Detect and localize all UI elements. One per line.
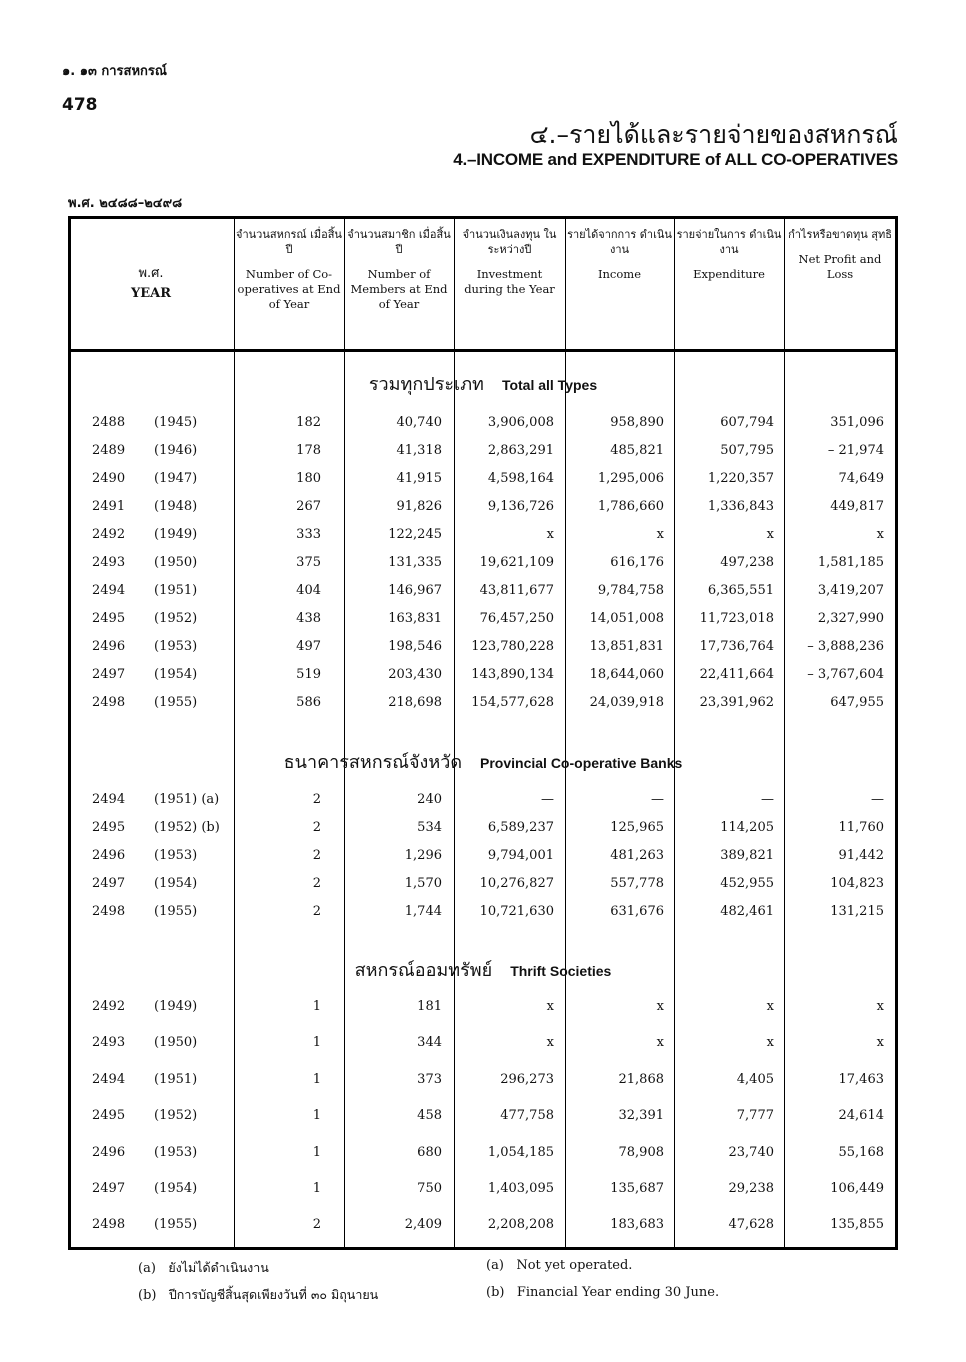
income-header-english: Income	[597, 267, 642, 281]
table-row	[68, 1145, 898, 1169]
year-ce: (1953)	[154, 848, 198, 863]
members-cell: 1,744	[404, 904, 442, 919]
cooperatives-cell: 1	[312, 1145, 321, 1160]
members-cell: 218,698	[388, 695, 442, 710]
income-cell: 18,644,060	[589, 667, 664, 682]
investment-cell: 123,780,228	[471, 639, 554, 654]
cooperatives-cell: 1	[312, 1072, 321, 1087]
year-ce: (1953)	[154, 639, 198, 654]
year-be: 2497	[92, 667, 126, 682]
cooperatives-cell: 586	[296, 695, 321, 710]
year-be: 2492	[92, 999, 126, 1014]
members-header-english: Number of Members at End of Year	[350, 267, 448, 311]
members-cell: 40,740	[396, 415, 442, 430]
cooperatives-cell: 2	[312, 904, 321, 919]
income-cell: 1,786,660	[597, 499, 664, 514]
income-cell: —	[651, 792, 664, 807]
section-title-english: Provincial Co-operative Banks	[480, 755, 683, 771]
members-cell: 1,296	[404, 848, 442, 863]
income-header-thai: รายได้จากการ ดำเนินงาน	[567, 228, 672, 256]
investment-header-english: Investment during the Year	[464, 267, 555, 296]
net-profit-cell: —	[871, 792, 884, 807]
investment-cell: x	[546, 999, 554, 1014]
table-row	[68, 1035, 898, 1059]
cooperatives-cell: 1	[312, 1181, 321, 1196]
table-row	[68, 415, 898, 439]
year-column-header	[68, 264, 234, 304]
expenditure-cell: x	[766, 1035, 774, 1050]
footnote-text: ปีการบัญชีสิ้นสุดเพียงวันที่ ๓๐ มิถุนายน	[168, 1287, 379, 1302]
table-row	[68, 555, 898, 579]
year-be: 2498	[92, 904, 126, 919]
investment-cell: 9,794,001	[487, 848, 554, 863]
cooperatives-cell: 375	[296, 555, 321, 570]
expenditure-cell: 17,736,764	[699, 639, 774, 654]
investment-column-header	[456, 227, 563, 297]
year-be: 2488	[92, 415, 126, 430]
year-be: 2493	[92, 1035, 126, 1050]
table-row	[68, 1072, 898, 1096]
expenditure-cell: 452,955	[720, 876, 774, 891]
year-header-english: YEAR	[130, 286, 172, 301]
year-ce: (1951)	[154, 583, 198, 598]
section-heading-provincial-banks	[68, 747, 898, 776]
net-profit-cell: x	[876, 527, 884, 542]
members-cell: 181	[417, 999, 442, 1014]
table-row	[68, 667, 898, 691]
net-profit-cell: 351,096	[830, 415, 884, 430]
year-be: 2494	[92, 792, 126, 807]
income-cell: 135,687	[610, 1181, 664, 1196]
table-row	[68, 527, 898, 551]
cooperatives-header-english: Number of Co-operatives at End of Year	[237, 267, 341, 311]
members-cell: 203,430	[388, 667, 442, 682]
data-table	[68, 216, 898, 1250]
expenditure-cell: 389,821	[720, 848, 774, 863]
year-be: 2496	[92, 639, 126, 654]
expenditure-cell: 47,628	[728, 1217, 774, 1232]
year-ce: (1946)	[154, 443, 198, 458]
year-ce: (1950)	[154, 555, 198, 570]
section-title-thai: ธนาคารสหกรณ์จังหวัด	[283, 752, 463, 773]
income-cell: x	[656, 527, 664, 542]
income-column-header	[567, 227, 672, 282]
footnote-mark: (a)	[486, 1258, 504, 1273]
table-row	[68, 499, 898, 523]
members-cell: 146,967	[388, 583, 442, 598]
income-cell: 958,890	[610, 415, 664, 430]
members-cell: 41,318	[396, 443, 442, 458]
net-profit-cell: 104,823	[830, 876, 884, 891]
members-header-thai: จำนวนสมาชิก เมื่อสิ้นปี	[347, 228, 451, 256]
expenditure-cell: 1,336,843	[707, 499, 774, 514]
year-be: 2495	[92, 611, 126, 626]
footnote-text: ยังไม่ได้ดำเนินงาน	[168, 1260, 269, 1275]
investment-header-thai: จำนวนเงินลงทุน ในระหว่างปี	[462, 228, 557, 256]
cooperatives-cell: 2	[312, 792, 321, 807]
year-be: 2496	[92, 848, 126, 863]
net-profit-cell: 131,215	[830, 904, 884, 919]
year-ce: (1952)	[154, 1108, 198, 1123]
net-profit-cell: 3,419,207	[817, 583, 884, 598]
investment-cell: 9,136,726	[487, 499, 554, 514]
cooperatives-column-header	[236, 227, 342, 312]
investment-cell: 1,403,095	[487, 1181, 554, 1196]
cooperatives-cell: 267	[296, 499, 321, 514]
cooperatives-cell: 178	[296, 443, 321, 458]
table-row	[68, 904, 898, 928]
net-profit-column-header	[786, 227, 894, 282]
cooperatives-cell: 497	[296, 639, 321, 654]
expenditure-column-header	[676, 227, 782, 282]
table-row	[68, 583, 898, 607]
income-cell: 21,868	[618, 1072, 664, 1087]
income-cell: 32,391	[618, 1108, 664, 1123]
year-be: 2497	[92, 876, 126, 891]
cooperatives-cell: 1	[312, 999, 321, 1014]
investment-cell: 76,457,250	[479, 611, 554, 626]
investment-cell: x	[546, 527, 554, 542]
members-cell: 344	[417, 1035, 442, 1050]
investment-cell: 43,811,677	[479, 583, 554, 598]
table-row	[68, 999, 898, 1023]
investment-cell: —	[541, 792, 554, 807]
net-profit-cell: x	[876, 999, 884, 1014]
footnote-mark: (b)	[138, 1288, 157, 1303]
net-profit-cell: – 3,888,236	[807, 639, 884, 654]
period-label: พ.ศ. ๒๔๘๘–๒๔๙๘	[68, 196, 183, 211]
year-ce: (1947)	[154, 471, 198, 486]
members-cell: 373	[417, 1072, 442, 1087]
income-cell: x	[656, 1035, 664, 1050]
year-ce: (1952)	[154, 611, 198, 626]
expenditure-cell: 23,391,962	[699, 695, 774, 710]
investment-cell: 4,598,164	[487, 471, 554, 486]
income-cell: 14,051,008	[589, 611, 664, 626]
members-cell: 240	[417, 792, 442, 807]
members-cell: 534	[417, 820, 442, 835]
net-profit-cell: 449,817	[830, 499, 884, 514]
year-be: 2496	[92, 1145, 126, 1160]
members-cell: 458	[417, 1108, 442, 1123]
cooperatives-cell: 404	[296, 583, 321, 598]
cooperatives-cell: 1	[312, 1035, 321, 1050]
expenditure-cell: 7,777	[736, 1108, 774, 1123]
year-be: 2491	[92, 499, 126, 514]
year-ce: (1951) (a)	[154, 792, 220, 807]
net-profit-cell: 1,581,185	[817, 555, 884, 570]
expenditure-header-english: Expenditure	[693, 267, 765, 281]
year-ce: (1954)	[154, 1181, 198, 1196]
table-row	[68, 471, 898, 495]
table-row	[68, 611, 898, 635]
cooperatives-cell: 180	[296, 471, 321, 486]
net-profit-cell: 91,442	[838, 848, 884, 863]
footnote-b-thai	[138, 1285, 378, 1305]
table-row	[68, 443, 898, 467]
year-be: 2490	[92, 471, 126, 486]
investment-cell: 143,890,134	[471, 667, 554, 682]
members-column-header	[346, 227, 452, 312]
expenditure-cell: 482,461	[720, 904, 774, 919]
title-english: 4.–INCOME and EXPENDITURE of ALL CO-OPERATIVES	[453, 150, 898, 169]
income-cell: 631,676	[610, 904, 664, 919]
year-ce: (1953)	[154, 1145, 198, 1160]
members-cell: 2,409	[404, 1217, 442, 1232]
year-header-thai: พ.ศ.	[138, 266, 164, 281]
year-ce: (1949)	[154, 999, 198, 1014]
members-cell: 1,570	[404, 876, 442, 891]
expenditure-cell: 607,794	[720, 415, 774, 430]
year-ce: (1954)	[154, 876, 198, 891]
cooperatives-cell: 2	[312, 1217, 321, 1232]
expenditure-cell: 1,220,357	[707, 471, 774, 486]
net-profit-cell: 135,855	[830, 1217, 884, 1232]
investment-cell: 3,906,008	[487, 415, 554, 430]
year-ce: (1955)	[154, 695, 198, 710]
year-be: 2493	[92, 555, 126, 570]
members-cell: 41,915	[396, 471, 442, 486]
cooperatives-cell: 2	[312, 876, 321, 891]
investment-cell: 10,721,630	[479, 904, 554, 919]
year-ce: (1948)	[154, 499, 198, 514]
net-profit-cell: 55,168	[838, 1145, 884, 1160]
year-ce: (1951)	[154, 1072, 198, 1087]
footnote-mark: (a)	[138, 1261, 156, 1276]
year-ce: (1954)	[154, 667, 198, 682]
header-separator	[68, 349, 898, 352]
investment-cell: 6,589,237	[487, 820, 554, 835]
expenditure-cell: 23,740	[728, 1145, 774, 1160]
expenditure-cell: x	[766, 999, 774, 1014]
income-cell: 24,039,918	[589, 695, 664, 710]
year-be: 2498	[92, 1217, 126, 1232]
cooperatives-cell: 182	[296, 415, 321, 430]
table-row	[68, 1217, 898, 1241]
year-ce: (1955)	[154, 904, 198, 919]
year-be: 2494	[92, 583, 126, 598]
members-cell: 91,826	[396, 499, 442, 514]
net-profit-cell: – 3,767,604	[807, 667, 884, 682]
section-title-english: Thrift Societies	[510, 963, 612, 979]
income-cell: x	[656, 999, 664, 1014]
income-cell: 9,784,758	[597, 583, 664, 598]
net-profit-cell: 647,955	[830, 695, 884, 710]
table-row	[68, 695, 898, 719]
section-title-thai: รวมทุกประเภท	[368, 374, 484, 395]
investment-cell: x	[546, 1035, 554, 1050]
table-row	[68, 1181, 898, 1205]
members-cell: 680	[417, 1145, 442, 1160]
section-title-thai: สหกรณ์ออมทรัพย์	[354, 960, 493, 981]
cooperatives-cell: 333	[296, 527, 321, 542]
table-row	[68, 639, 898, 663]
year-be: 2495	[92, 1108, 126, 1123]
table-row	[68, 848, 898, 872]
income-cell: 13,851,831	[589, 639, 664, 654]
table-row	[68, 1108, 898, 1132]
table-row	[68, 820, 898, 844]
footnote-a-thai	[138, 1258, 269, 1278]
chapter-header: ๑. ๑๓ การสหกรณ์	[62, 64, 167, 79]
year-ce: (1949)	[154, 527, 198, 542]
footnote-text: Not yet operated.	[516, 1258, 633, 1273]
expenditure-cell: —	[761, 792, 774, 807]
expenditure-cell: 497,238	[720, 555, 774, 570]
footnote-text: Financial Year ending 30 June.	[516, 1285, 720, 1300]
investment-cell: 1,054,185	[487, 1145, 554, 1160]
income-cell: 616,176	[610, 555, 664, 570]
investment-cell: 2,208,208	[487, 1217, 554, 1232]
investment-cell: 154,577,628	[471, 695, 554, 710]
net-profit-header-thai: กำไรหรือขาดทุน สุทธิ	[788, 228, 892, 241]
year-ce: (1952) (b)	[154, 820, 220, 835]
footnote-b-english	[486, 1285, 719, 1300]
members-cell: 198,546	[388, 639, 442, 654]
net-profit-cell: 17,463	[838, 1072, 884, 1087]
members-cell: 163,831	[388, 611, 442, 626]
income-cell: 183,683	[610, 1217, 664, 1232]
section-heading-total	[68, 369, 898, 398]
cooperatives-cell: 519	[296, 667, 321, 682]
net-profit-cell: 2,327,990	[817, 611, 884, 626]
section-title-english: Total all Types	[501, 377, 598, 393]
footnote-a-english	[486, 1258, 632, 1273]
year-be: 2489	[92, 443, 126, 458]
expenditure-cell: x	[766, 527, 774, 542]
net-profit-cell: – 21,974	[827, 443, 884, 458]
investment-cell: 10,276,827	[479, 876, 554, 891]
expenditure-cell: 4,405	[736, 1072, 774, 1087]
income-cell: 1,295,006	[597, 471, 664, 486]
expenditure-header-thai: รายจ่ายในการ ดำเนินงาน	[676, 228, 782, 256]
net-profit-cell: 11,760	[838, 820, 884, 835]
expenditure-cell: 507,795	[720, 443, 774, 458]
year-be: 2492	[92, 527, 126, 542]
expenditure-cell: 22,411,664	[699, 667, 774, 682]
year-ce: (1945)	[154, 415, 198, 430]
cooperatives-cell: 2	[312, 848, 321, 863]
cooperatives-cell: 2	[312, 820, 321, 835]
year-be: 2495	[92, 820, 126, 835]
net-profit-cell: x	[876, 1035, 884, 1050]
footnote-mark: (b)	[486, 1285, 505, 1300]
members-cell: 122,245	[388, 527, 442, 542]
members-cell: 750	[417, 1181, 442, 1196]
table-row	[68, 792, 898, 816]
expenditure-cell: 6,365,551	[707, 583, 774, 598]
page-number: 478	[62, 95, 98, 115]
investment-cell: 296,273	[500, 1072, 554, 1087]
net-profit-header-english: Net Profit and Loss	[798, 252, 882, 281]
year-be: 2497	[92, 1181, 126, 1196]
income-cell: 557,778	[610, 876, 664, 891]
investment-cell: 2,863,291	[487, 443, 554, 458]
income-cell: 481,263	[610, 848, 664, 863]
year-be: 2498	[92, 695, 126, 710]
expenditure-cell: 11,723,018	[699, 611, 774, 626]
expenditure-cell: 29,238	[728, 1181, 774, 1196]
net-profit-cell: 24,614	[838, 1108, 884, 1123]
income-cell: 125,965	[610, 820, 664, 835]
net-profit-cell: 106,449	[830, 1181, 884, 1196]
table-row	[68, 876, 898, 900]
year-ce: (1950)	[154, 1035, 198, 1050]
investment-cell: 477,758	[500, 1108, 554, 1123]
cooperatives-cell: 1	[312, 1108, 321, 1123]
expenditure-cell: 114,205	[720, 820, 774, 835]
cooperatives-header-thai: จำนวนสหกรณ์ เมื่อสิ้นปี	[236, 228, 342, 256]
income-cell: 78,908	[618, 1145, 664, 1160]
net-profit-cell: 74,649	[838, 471, 884, 486]
members-cell: 131,335	[388, 555, 442, 570]
cooperatives-cell: 438	[296, 611, 321, 626]
year-ce: (1955)	[154, 1217, 198, 1232]
income-cell: 485,821	[610, 443, 664, 458]
section-heading-thrift-societies	[68, 955, 898, 984]
title-thai: ๔.–รายได้และรายจ่ายของสหกรณ์	[529, 120, 898, 149]
investment-cell: 19,621,109	[479, 555, 554, 570]
year-be: 2494	[92, 1072, 126, 1087]
